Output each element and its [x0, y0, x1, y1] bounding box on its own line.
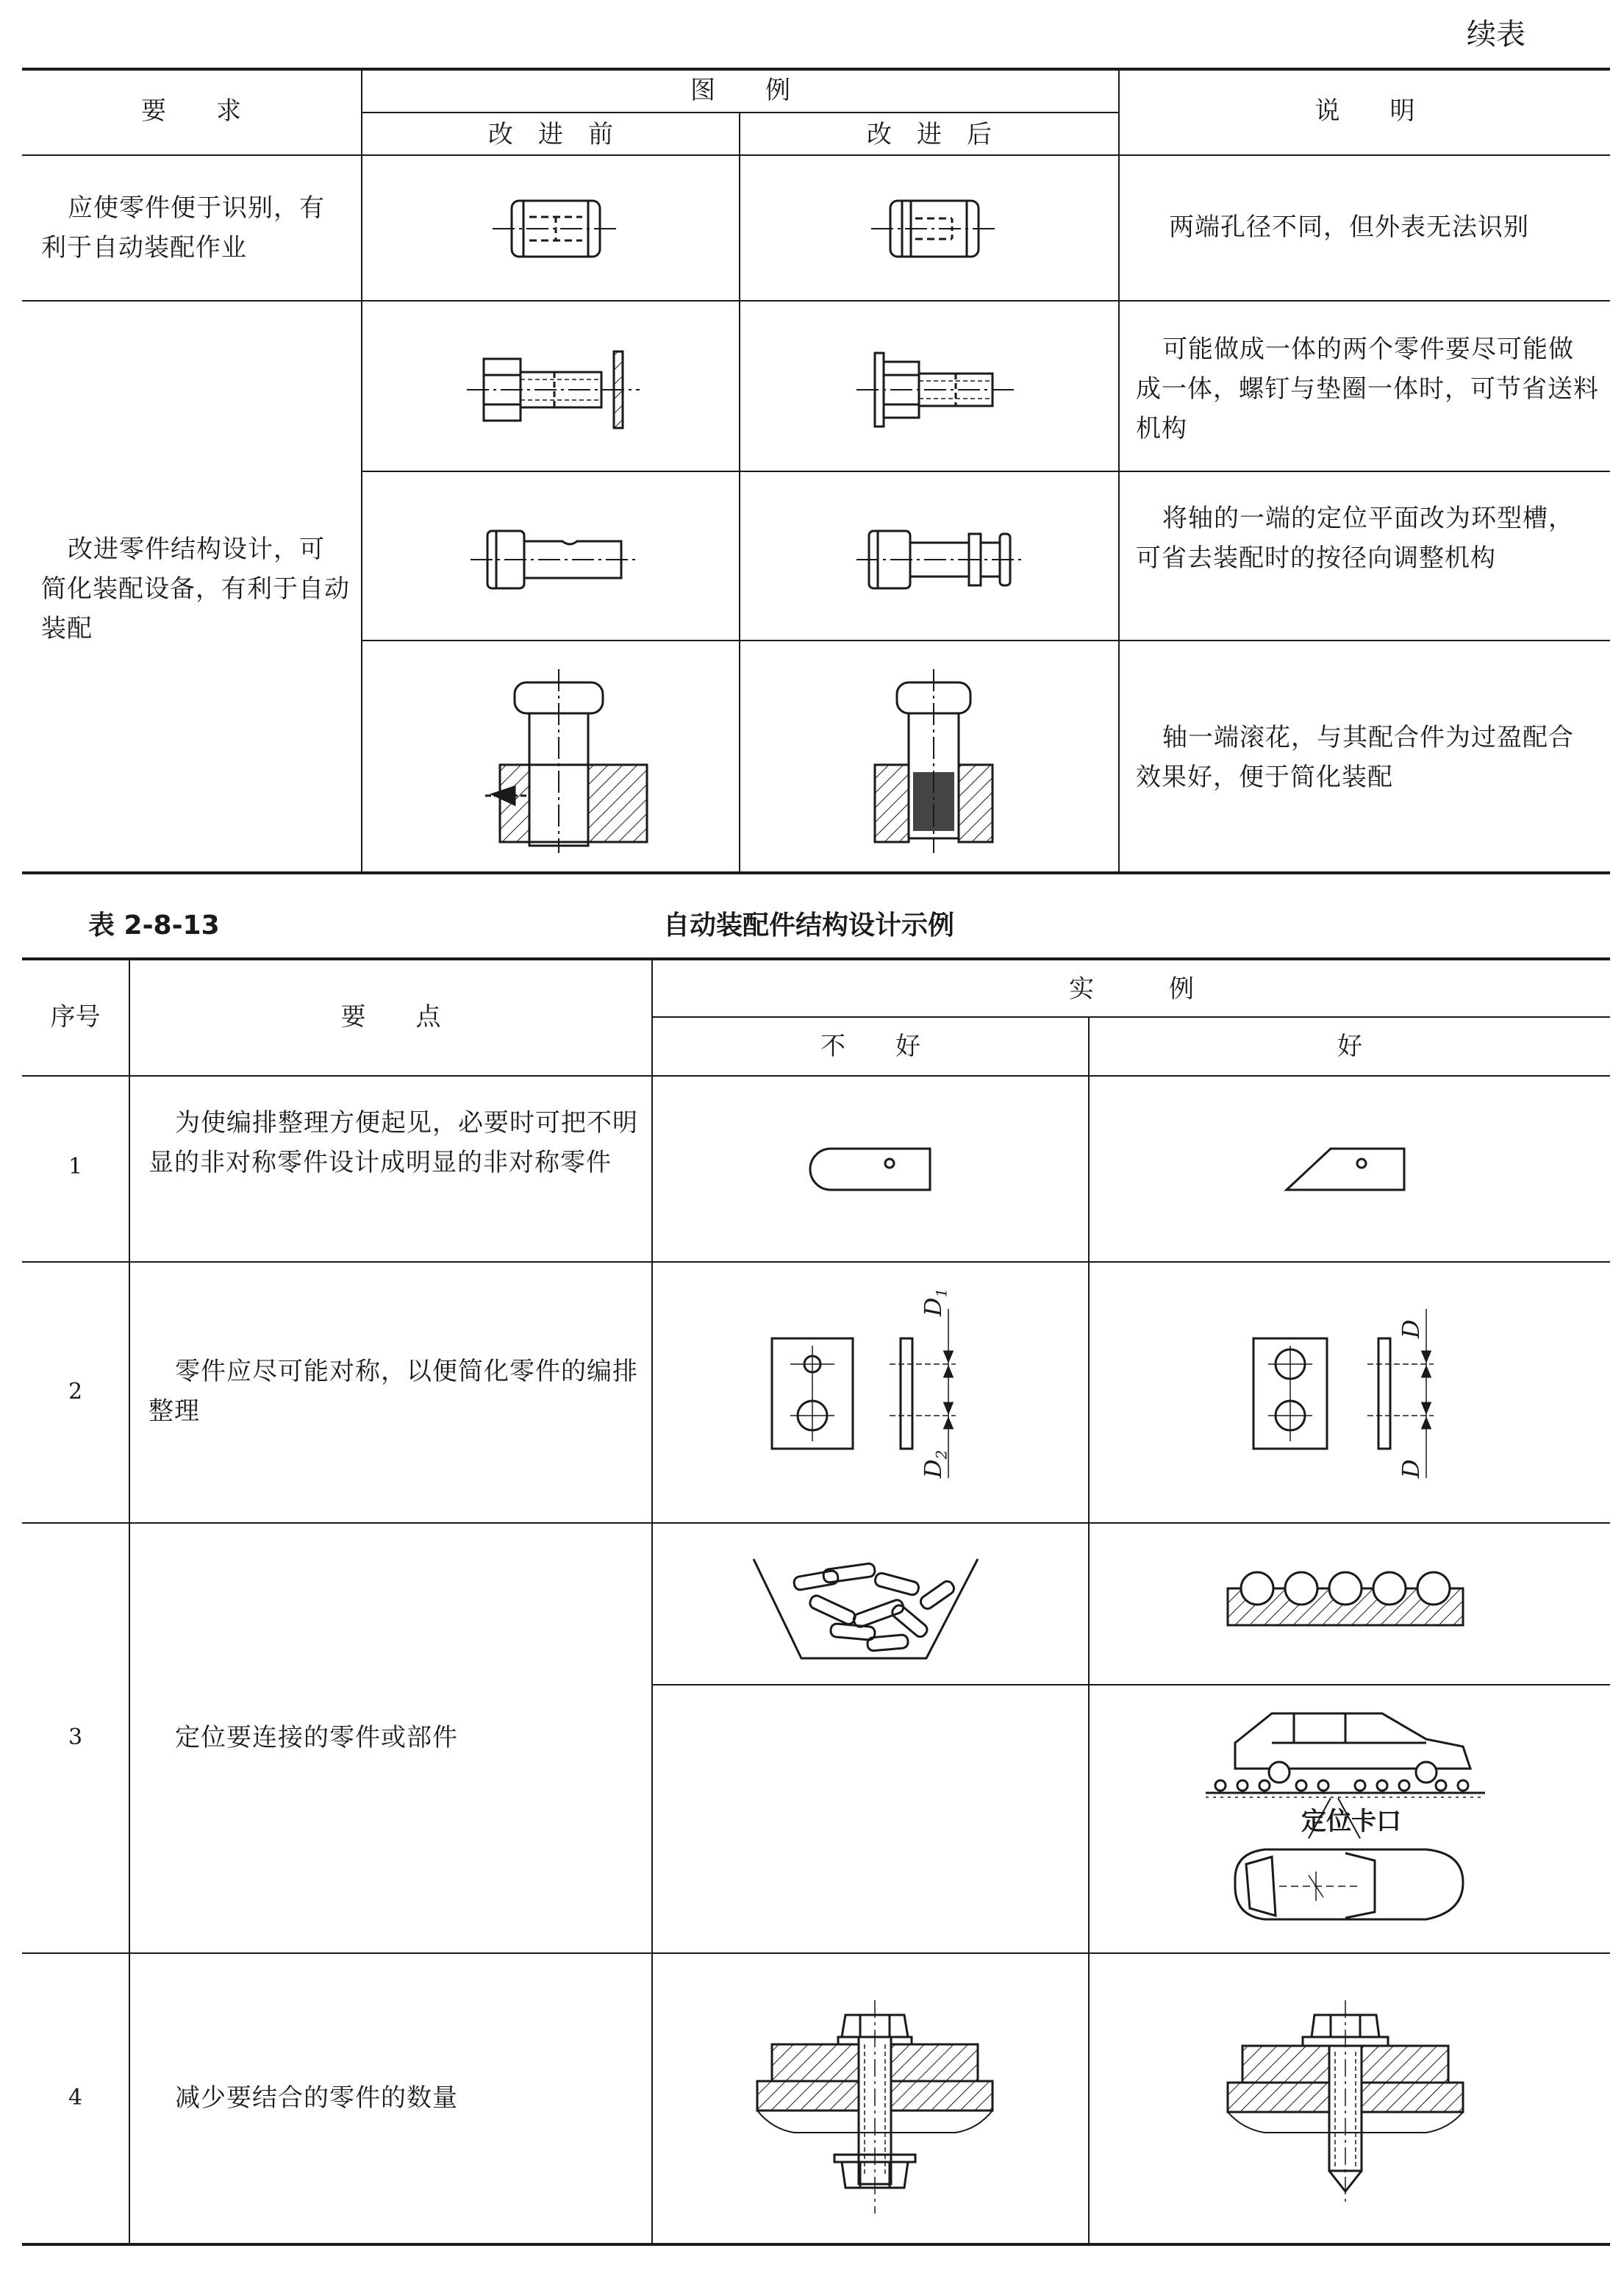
table2-header-key-point: 要 点: [340, 1002, 441, 1032]
table1-row1-requirement: 应使零件便于识别，有利于自动装配作业: [41, 193, 325, 263]
table1-row2-requirement: 改进零件结构设计，可简化装配设备，有利于自动装配: [41, 535, 350, 643]
flange-bolt-good-figure: [1220, 1986, 1470, 2228]
knurled-shaft-before-figure: [471, 669, 662, 853]
table2-col3: [1088, 1016, 1090, 2244]
table1-col2: [739, 112, 740, 873]
table1-row2-note-3: 轴一端滚花，与其配合件为过盈配合效果好，便于简化装配: [1136, 723, 1574, 792]
table2-col2: [651, 957, 653, 2244]
table1-row1-rule: [22, 300, 1610, 302]
table1-header-requirement: 要 求: [141, 96, 241, 126]
dim-label-d2-sub: 2: [932, 1449, 951, 1460]
table2-title: 自动装配件结构设计示例: [662, 910, 954, 941]
shaft-flat-before-figure: [467, 515, 643, 603]
ordered-parts-good-figure: [1220, 1566, 1470, 1640]
table2-row1-key-point: 为使编排整理方便起见，必要时可把不明显的非对称零件设计成明显的非对称零件: [149, 1108, 638, 1177]
pin-after-figure: [864, 188, 1004, 268]
knurled-shaft-after-figure: [868, 669, 1044, 853]
positioning-notch-label: 定位卡口: [1301, 1807, 1401, 1836]
table1-header-bottom-rule: [22, 154, 1610, 156]
table1-header-after: 改 进 后: [867, 120, 992, 149]
table1-col1: [361, 68, 362, 873]
table2-number: 表 2-8-13: [88, 910, 220, 941]
pin-before-figure: [485, 188, 625, 268]
continued-label: 续表: [1467, 18, 1525, 51]
dim-label-d1-sub: 1: [932, 1288, 951, 1298]
table2-top-rule: [22, 957, 1610, 960]
dim-label-d1: [919, 1288, 950, 1316]
table2-row2-rule: [22, 1522, 1610, 1524]
table1-row2b-rule: [362, 640, 1610, 641]
table2-row3-key-point: 定位要连接的零件或部件: [175, 1723, 458, 1752]
symmetric-part-good-figure: [1242, 1294, 1485, 1493]
table1-row2-note-2: 将轴的一端的定位平面改为环型槽，可省去装配时的按径向调整机构: [1136, 504, 1574, 573]
screw-washer-after-figure: [853, 346, 1022, 434]
table2-header-index: 序号: [50, 1002, 101, 1032]
table2-col1: [129, 957, 130, 2244]
table2-row1-rule: [22, 1261, 1610, 1263]
symmetric-part-bad-figure: [765, 1294, 1007, 1493]
table2-row2-index: 2: [68, 1379, 83, 1405]
asymmetric-part-bad-figure: [801, 1140, 948, 1199]
table2-bottom-rule: [22, 2243, 1610, 2246]
table1-header-before: 改 进 前: [488, 120, 613, 149]
table1-col3: [1118, 68, 1120, 873]
table2-row3-mid-rule: [651, 1684, 1610, 1685]
table1-row2a-rule: [362, 471, 1610, 472]
table2-row4-index: 4: [68, 2085, 83, 2111]
screw-washer-before-figure: [463, 346, 647, 434]
table2-row2-key-point: 零件应尽可能对称，以便简化零件的编排整理: [149, 1357, 638, 1426]
shaft-groove-after-figure: [853, 515, 1029, 603]
table2-header-bottom-rule: [22, 1075, 1610, 1077]
table2-row1-index: 1: [68, 1154, 83, 1180]
table1-row1-note: 两端孔径不同，但外表无法识别: [1169, 213, 1529, 242]
dim-label-d2-letter: D: [919, 1459, 947, 1478]
table1-header-note: 说 明: [1314, 96, 1415, 126]
table2-header-mid-rule: [651, 1016, 1610, 1018]
dim-label-d1-letter: D: [919, 1297, 947, 1316]
table1-header-illustration: 图 例: [690, 76, 790, 105]
table2-row3-rule: [22, 1952, 1610, 1954]
table2-row4-key-point: 减少要结合的零件的数量: [175, 2083, 458, 2113]
table2-header-bad: 不 好: [820, 1032, 920, 1061]
table1-row2-note-1: 可能做成一体的两个零件要尽可能做成一体，螺钉与垫圈一体时，可节省送料机构: [1136, 335, 1599, 443]
table2-header-example: 实 例: [1069, 974, 1194, 1004]
dim-label-d-bottom: D: [1397, 1459, 1425, 1478]
table1-header-mid-rule: [362, 112, 1119, 113]
dim-label-d2: [919, 1450, 950, 1478]
table2-row3-index: 3: [68, 1724, 83, 1750]
bolt-nut-washer-bad-figure: [750, 1986, 1000, 2228]
table2-header-good: 好: [1337, 1032, 1362, 1061]
dim-label-d-top: D: [1397, 1319, 1425, 1338]
bulk-parts-bad-figure: [743, 1544, 992, 1669]
asymmetric-part-good-figure: [1279, 1140, 1426, 1199]
table1-bottom-rule: [22, 871, 1610, 874]
